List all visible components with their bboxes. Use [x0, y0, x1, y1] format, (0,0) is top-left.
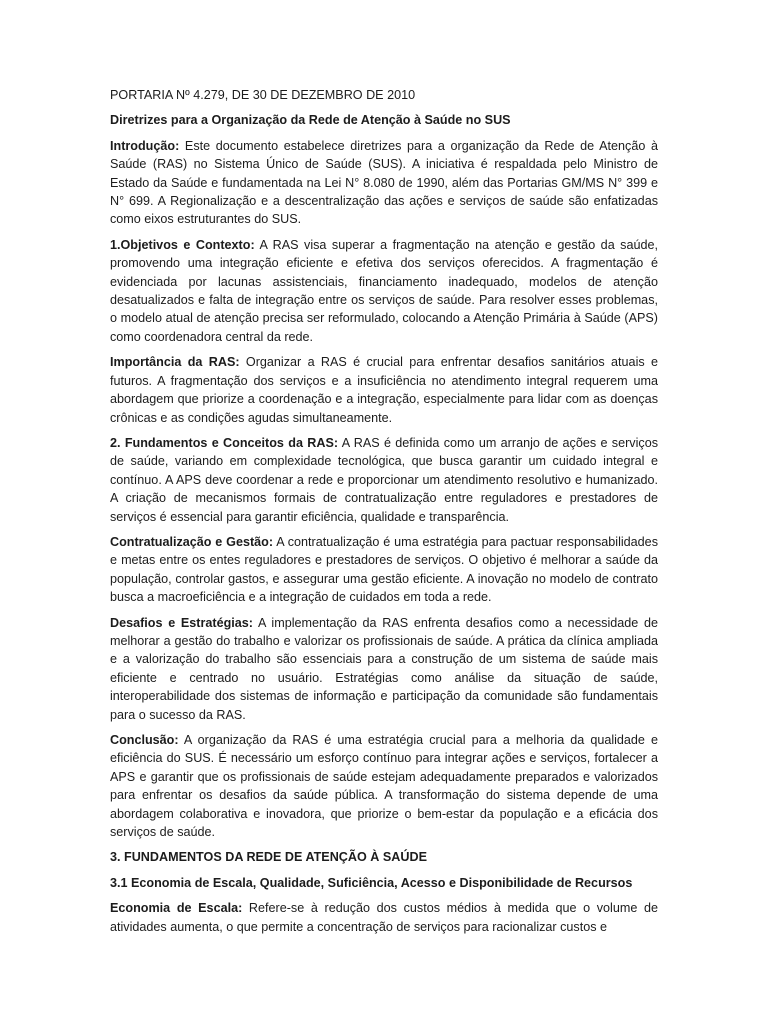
objetivos-paragraph [110, 236, 658, 346]
economia-text: Refere-se à redução dos custos médios à medida que o volume de atividades aumenta, o que permite a concentração de serviços para racionalizar custos e [110, 901, 658, 934]
fundamentos-text: A RAS é definida como um arranjo de ações e serviços de saúde, variando em complexidade tecnológica, que busca garantir um cuidado integral e contínuo. A APS deve coordenar a rede e proporcionar um atendimento resolutivo e humanizado. A criação de mecanismos formais de contratualização entre reguladores e prestadores de serviços é essencial para garantir eficiência, qualidade e transparência. [110, 435, 658, 524]
contratualizacao-label: Contratualização e Gestão: [110, 534, 274, 549]
document-title: PORTARIA Nº 4.279, DE 30 DE DEZEMBRO DE 2010 [110, 88, 416, 102]
document-body [110, 86, 658, 943]
economia-paragraph [110, 899, 658, 936]
fundamentos-label: 2. Fundamentos e Conceitos da RAS: [110, 435, 339, 450]
fundamentos-paragraph [110, 434, 658, 526]
conclusao-label: Conclusão: [110, 733, 179, 747]
desafios-label: Desafios e Estratégias: [110, 615, 253, 630]
intro-text: Este documento estabelece diretrizes para a organização da Rede de Atenção à Saúde (RAS) no Sistema Único de Saúde (SUS). A iniciativa é respaldada pelo Ministro de Estado da Saúde e fundamentada na Lei N° 8.080 de 1990, além das Portarias GM/MS N° 399 e N° 699. A Regionalização e a descentralização das ações e serviços de saúde são enfatizadas como eixos estruturantes do SUS. [110, 138, 658, 227]
contratualizacao-text: A contratualização é uma estratégia para pactuar responsabilidades e metas entre os entes reguladores e prestadores de serviços. O objetivo é melhorar a saúde da população, controlar gastos, e assegurar uma gestão eficiente. A inovação no modelo de contrato busca a macroeficiência e a integração de cuidados em toda a rede. [110, 534, 658, 605]
importancia-paragraph [110, 353, 658, 427]
economia-label: Economia de Escala: [110, 901, 243, 916]
conclusao-text: A organização da RAS é uma estratégia crucial para a melhoria da qualidade e eficiência do SUS. É necessário um esforço contínuo para integrar ações e serviços, fortalecer a APS e garantir que os profissionais de saúde estejam adequadamente preparados e valorizados para enfrentar os desafios da saúde pública. A transformação do sistema depende de uma abordagem colaborativa e inovadora, que priorize o bem-estar da população e a eficácia dos serviços de saúde. [110, 733, 658, 840]
section-3-heading: 3. FUNDAMENTOS DA REDE DE ATENÇÃO À SAÚDE [110, 850, 427, 865]
desafios-text: A implementação da RAS enfrenta desafios como a necessidade de melhorar a gestão do trabalho e valorizar os profissionais de saúde. A prática da clínica ampliada e a valorização do trabalho são essenciais para a construção de um sistema de saúde mais eficiente e centrado no usuário. Estratégias como análise da situação de saúde, interoperabilidade dos sistemas de informação e participação da comunidade são fundamentais para o sucesso da RAS. [110, 615, 658, 722]
document-subtitle: Diretrizes para a Organização da Rede de Atenção à Saúde no SUS [110, 113, 511, 128]
importancia-label: Importância da RAS: [110, 355, 240, 370]
conclusao-paragraph [110, 731, 658, 841]
intro-paragraph [110, 137, 658, 229]
importancia-text: Organizar a RAS é crucial para enfrentar desafios sanitários atuais e futuros. A fragmentação dos serviços e a insuficiência no atendimento integral requerem uma abordagem que priorize a coordenação e a integração, especialmente para lidar com as doenças crônicas e as condições agudas simultaneamente. [110, 355, 659, 425]
objetivos-text: A RAS visa superar a fragmentação na atenção e gestão da saúde, promovendo uma integração eficiente e efetiva dos serviços oferecidos. A fragmentação é evidenciada por lacunas assistenciais, financiamento inadequado, modelos de atenção desatualizados e falta de integração entre os serviços de saúde. Para resolver esses problemas, o modelo atual de atenção precisa ser reformulado, colocando a Atenção Primária à Saúde (APS) como coordenadora central da rede. [110, 237, 658, 344]
section-3-1-heading: 3.1 Economia de Escala, Qualidade, Suficiência, Acesso e Disponibilidade de Recursos [110, 875, 633, 890]
desafios-paragraph [110, 614, 658, 724]
objetivos-label: 1.Objetivos e Contexto: [110, 237, 255, 252]
contratualizacao-paragraph [110, 533, 658, 607]
intro-label: Introdução: [110, 138, 180, 153]
